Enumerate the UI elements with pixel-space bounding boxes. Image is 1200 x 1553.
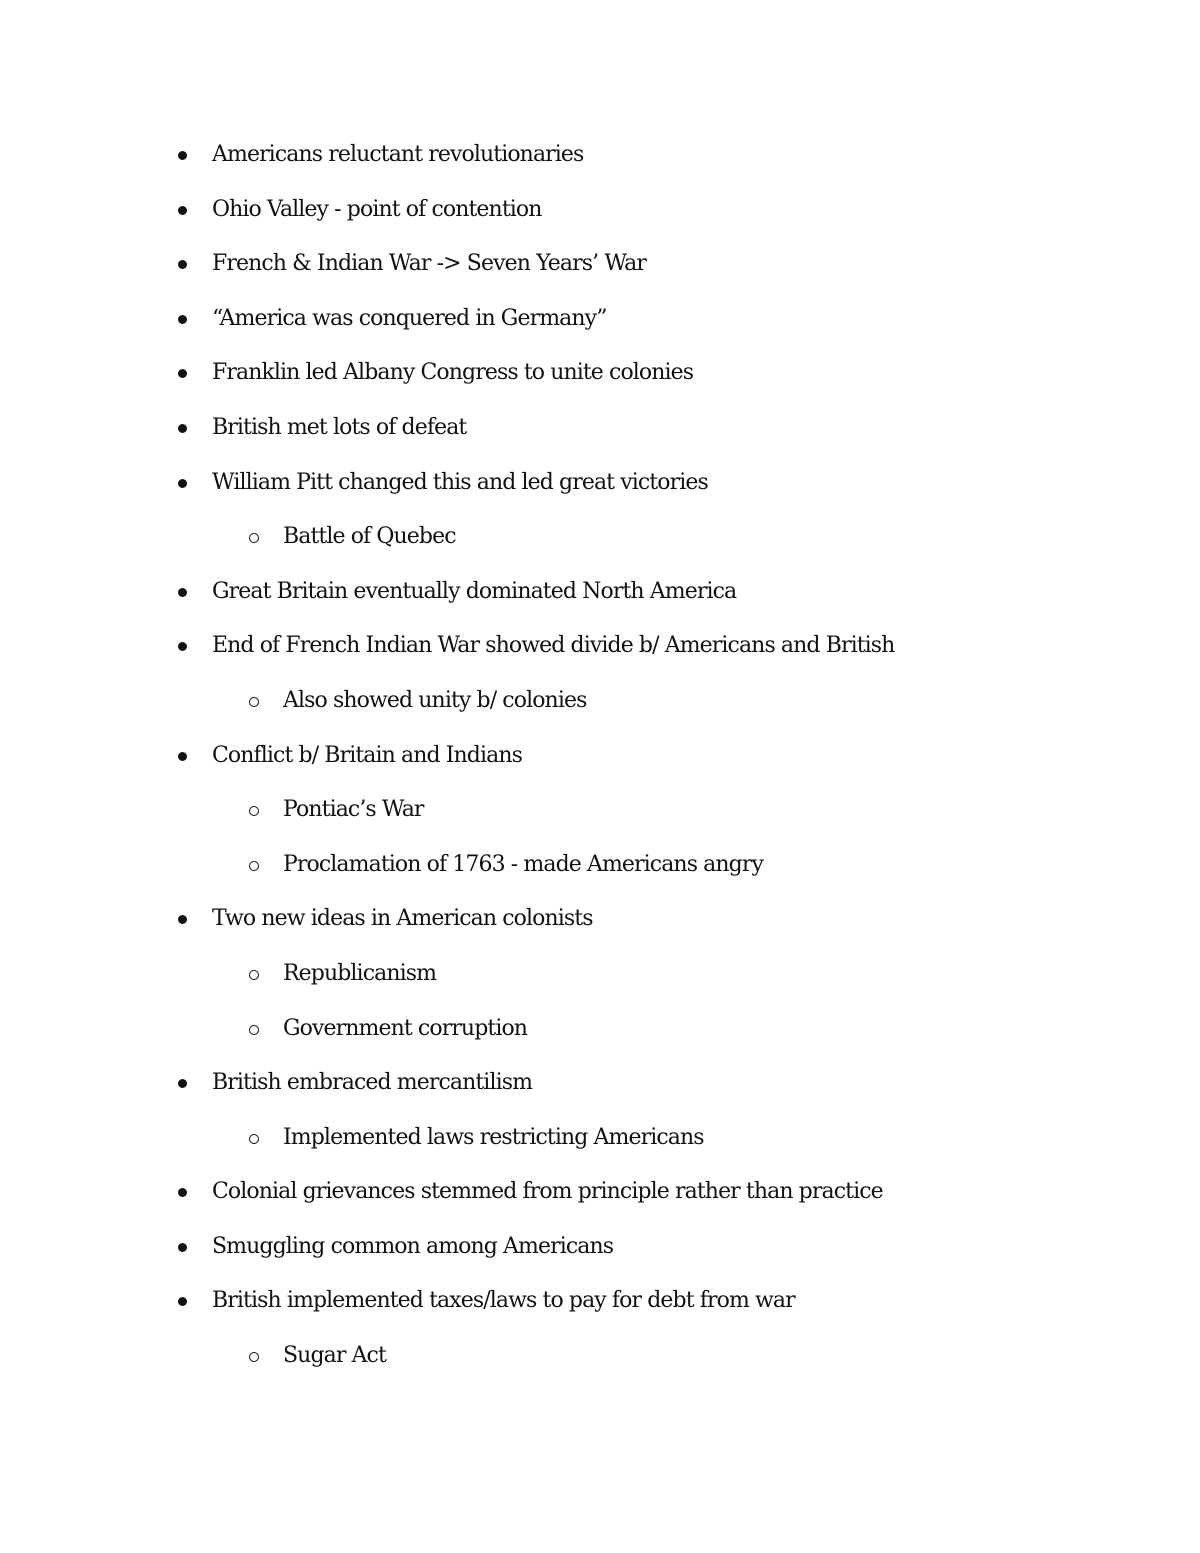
list-item	[0, 619, 1200, 674]
filled-bullet-icon	[178, 1297, 187, 1306]
sub-list-item	[0, 838, 1200, 893]
list-item-text: “America was conquered in Germany”	[212, 305, 607, 331]
list-item-text: Great Britain eventually dominated North America	[212, 578, 737, 604]
filled-bullet-icon	[178, 260, 187, 269]
list-item	[0, 1165, 1200, 1220]
hollow-bullet-icon	[249, 1134, 259, 1144]
list-item	[0, 401, 1200, 456]
list-item-text: Sugar Act	[283, 1343, 386, 1369]
hollow-bullet-icon	[249, 970, 259, 980]
list-item	[0, 729, 1200, 784]
list-item-text: British met lots of defeat	[212, 414, 467, 440]
filled-bullet-icon	[178, 206, 187, 215]
hollow-bullet-icon	[249, 697, 259, 707]
filled-bullet-icon	[178, 752, 187, 761]
list-item-text: Implemented laws restricting Americans	[283, 1124, 704, 1150]
list-item-text: Americans reluctant revolutionaries	[212, 142, 584, 167]
list-item	[0, 292, 1200, 347]
filled-bullet-icon	[178, 369, 187, 378]
list-item-text: Smuggling common among Americans	[212, 1233, 614, 1259]
list-item	[0, 456, 1200, 511]
list-item-text: Conflict b/ Britain and Indians	[212, 742, 522, 768]
list-item	[0, 237, 1200, 292]
hollow-bullet-icon	[249, 1352, 259, 1362]
hollow-bullet-icon	[249, 533, 259, 543]
sub-list-item	[0, 947, 1200, 1002]
filled-bullet-icon	[178, 1188, 187, 1197]
list-item-text: William Pitt changed this and led great victories	[212, 469, 708, 495]
sub-list-item	[0, 674, 1200, 729]
filled-bullet-icon	[178, 479, 187, 488]
filled-bullet-icon	[178, 315, 187, 324]
sub-list-item	[0, 1111, 1200, 1166]
filled-bullet-icon	[178, 915, 187, 924]
list-item-text: French & Indian War -> Seven Years’ War	[212, 251, 646, 277]
list-item-text: End of French Indian War showed divide b/ Americans and British	[212, 633, 895, 659]
list-item-text: Proclamation of 1763 - made Americans angry	[283, 851, 763, 877]
list-item-text: Government corruption	[283, 1015, 528, 1041]
list-item-text: Also showed unity b/ colonies	[283, 687, 587, 713]
sub-list-item	[0, 1329, 1200, 1384]
hollow-bullet-icon	[249, 1025, 259, 1035]
list-item-text: Republicanism	[283, 960, 437, 986]
sub-list-item	[0, 1002, 1200, 1057]
list-item	[0, 892, 1200, 947]
list-item-text: Colonial grievances stemmed from principle rather than practice	[212, 1179, 883, 1205]
bullet-list	[0, 128, 1200, 1384]
list-item	[0, 1220, 1200, 1275]
list-item-text: Two new ideas in American colonists	[212, 906, 593, 932]
list-item-text: British implemented taxes/laws to pay for debt from war	[212, 1288, 795, 1314]
filled-bullet-icon	[178, 1243, 187, 1252]
filled-bullet-icon	[178, 151, 187, 160]
list-item-text: Pontiac’s War	[283, 797, 424, 823]
filled-bullet-icon	[178, 642, 187, 651]
hollow-bullet-icon	[249, 806, 259, 816]
list-item	[0, 1056, 1200, 1111]
list-item-text: Ohio Valley - point of contention	[212, 196, 542, 222]
sub-list-item	[0, 510, 1200, 565]
list-item	[0, 128, 1200, 183]
list-item-text: Franklin led Albany Congress to unite colonies	[212, 360, 694, 386]
list-item	[0, 565, 1200, 620]
filled-bullet-icon	[178, 424, 187, 433]
list-item-text: British embraced mercantilism	[212, 1070, 533, 1096]
filled-bullet-icon	[178, 588, 187, 597]
list-item	[0, 183, 1200, 238]
list-item-text: Battle of Quebec	[283, 524, 456, 550]
filled-bullet-icon	[178, 1079, 187, 1088]
sub-list-item	[0, 783, 1200, 838]
hollow-bullet-icon	[249, 861, 259, 871]
list-item	[0, 1274, 1200, 1329]
list-item	[0, 346, 1200, 401]
